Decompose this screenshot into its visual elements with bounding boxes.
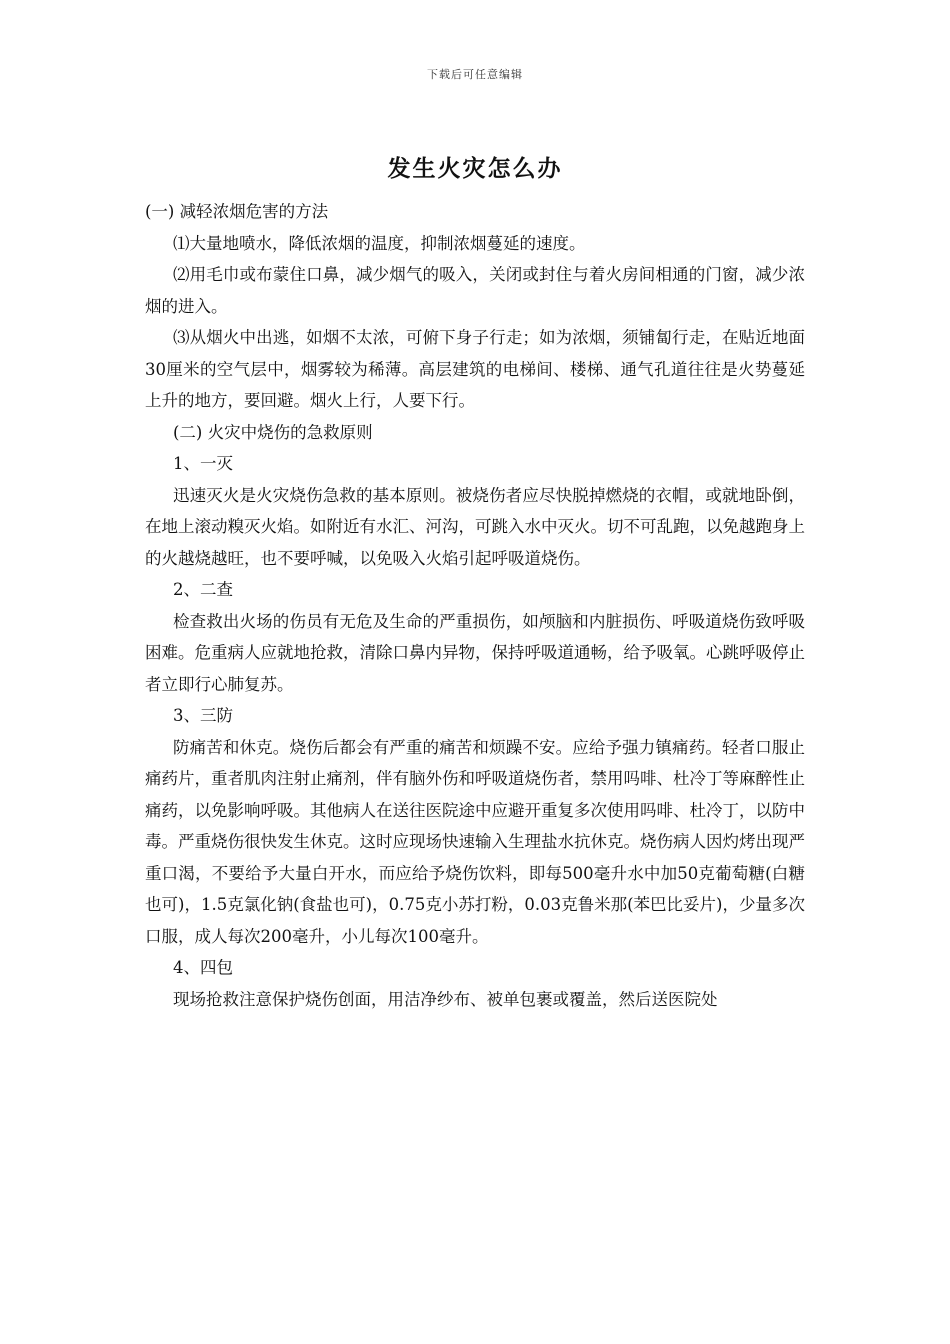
header-note: 下载后可任意编辑 — [427, 68, 523, 81]
paragraph: ⑶从烟火中出逃，如烟不太浓，可俯下身子行走；如为浓烟，须铺匐行走，在贴近地面30厘米的空气层中，烟雾较为稀薄。高层建筑的电梯间、楼梯、通气孔道往往是火势蔓延上升的地方，要回避。烟火上行，人要下行。 — [145, 328, 805, 410]
subheading-2: 2、二查 — [173, 580, 233, 599]
document-body — [145, 196, 805, 1015]
paragraph: 检查救出火场的伤员有无危及生命的严重损伤，如颅脑和内脏损伤、呼吸道烧伤致呼吸困难。危重病人应就地抢救，清除口鼻内异物，保持呼吸道通畅，给予吸氧。心跳呼吸停止者立即行心肺复苏。 — [145, 611, 805, 694]
paragraph: 迅速灭火是火灾烧伤急救的基本原则。被烧伤者应尽快脱掉燃烧的衣帽，或就地卧倒，在地上滚动糗灭火焰。如附近有水汇、河沟，可跳入水中灭火。切不可乱跑，以免越跑身上的火越烧越旺，也不要呼喊，以免吸入火焰引起呼吸道烧伤。 — [145, 485, 805, 568]
subheading-3: 3、三防 — [173, 706, 233, 725]
subheading-1: 1、一灭 — [173, 454, 233, 473]
section-heading-1: (一) 减轻浓烟危害的方法 — [145, 202, 329, 221]
paragraph: 防痛苦和休克。烧伤后都会有严重的痛苦和烦躁不安。应给予强力镇痛药。轻者口服止痛药片，重者肌肉注射止痛剂，伴有脑外伤和呼吸道烧伤者，禁用吗啡、杜冷丁等麻醉性止痛药，以免影响呼吸。其他病人在送往医院途中应避开重复多次使用吗啡、杜冷丁，以防中毒。严重烧伤很快发生休克。这时应现场快速输入生理盐水抗休克。烧伤病人因灼烤出现严重口渴，不要给予大量白开水，而应给予烧伤饮料，即每500毫升水中加50克葡萄糖(白糖也可)，1.5克氯化钠(食盐也可)，0.75克小苏打粉，0.03克鲁米那(苯巴比妥片)，少量多次口服，成人每次200毫升，小儿每次100毫升。 — [145, 737, 805, 946]
section-heading-2: (二) 火灾中烧伤的急救原则 — [173, 422, 373, 442]
paragraph: ⑵用毛巾或布蒙住口鼻，减少烟气的吸入，关闭或封住与着火房间相通的门窗，减少浓烟的进入。 — [145, 265, 805, 316]
page-title: 发生火灾怎么办 — [387, 155, 563, 182]
subheading-4: 4、四包 — [173, 958, 233, 977]
paragraph: 现场抢救注意保护烧伤创面，用洁净纱布、被单包裹或覆盖，然后送医院处 — [173, 989, 718, 1009]
paragraph: ⑴大量地喷水，降低浓烟的温度，抑制浓烟蔓延的速度。 — [173, 233, 586, 253]
